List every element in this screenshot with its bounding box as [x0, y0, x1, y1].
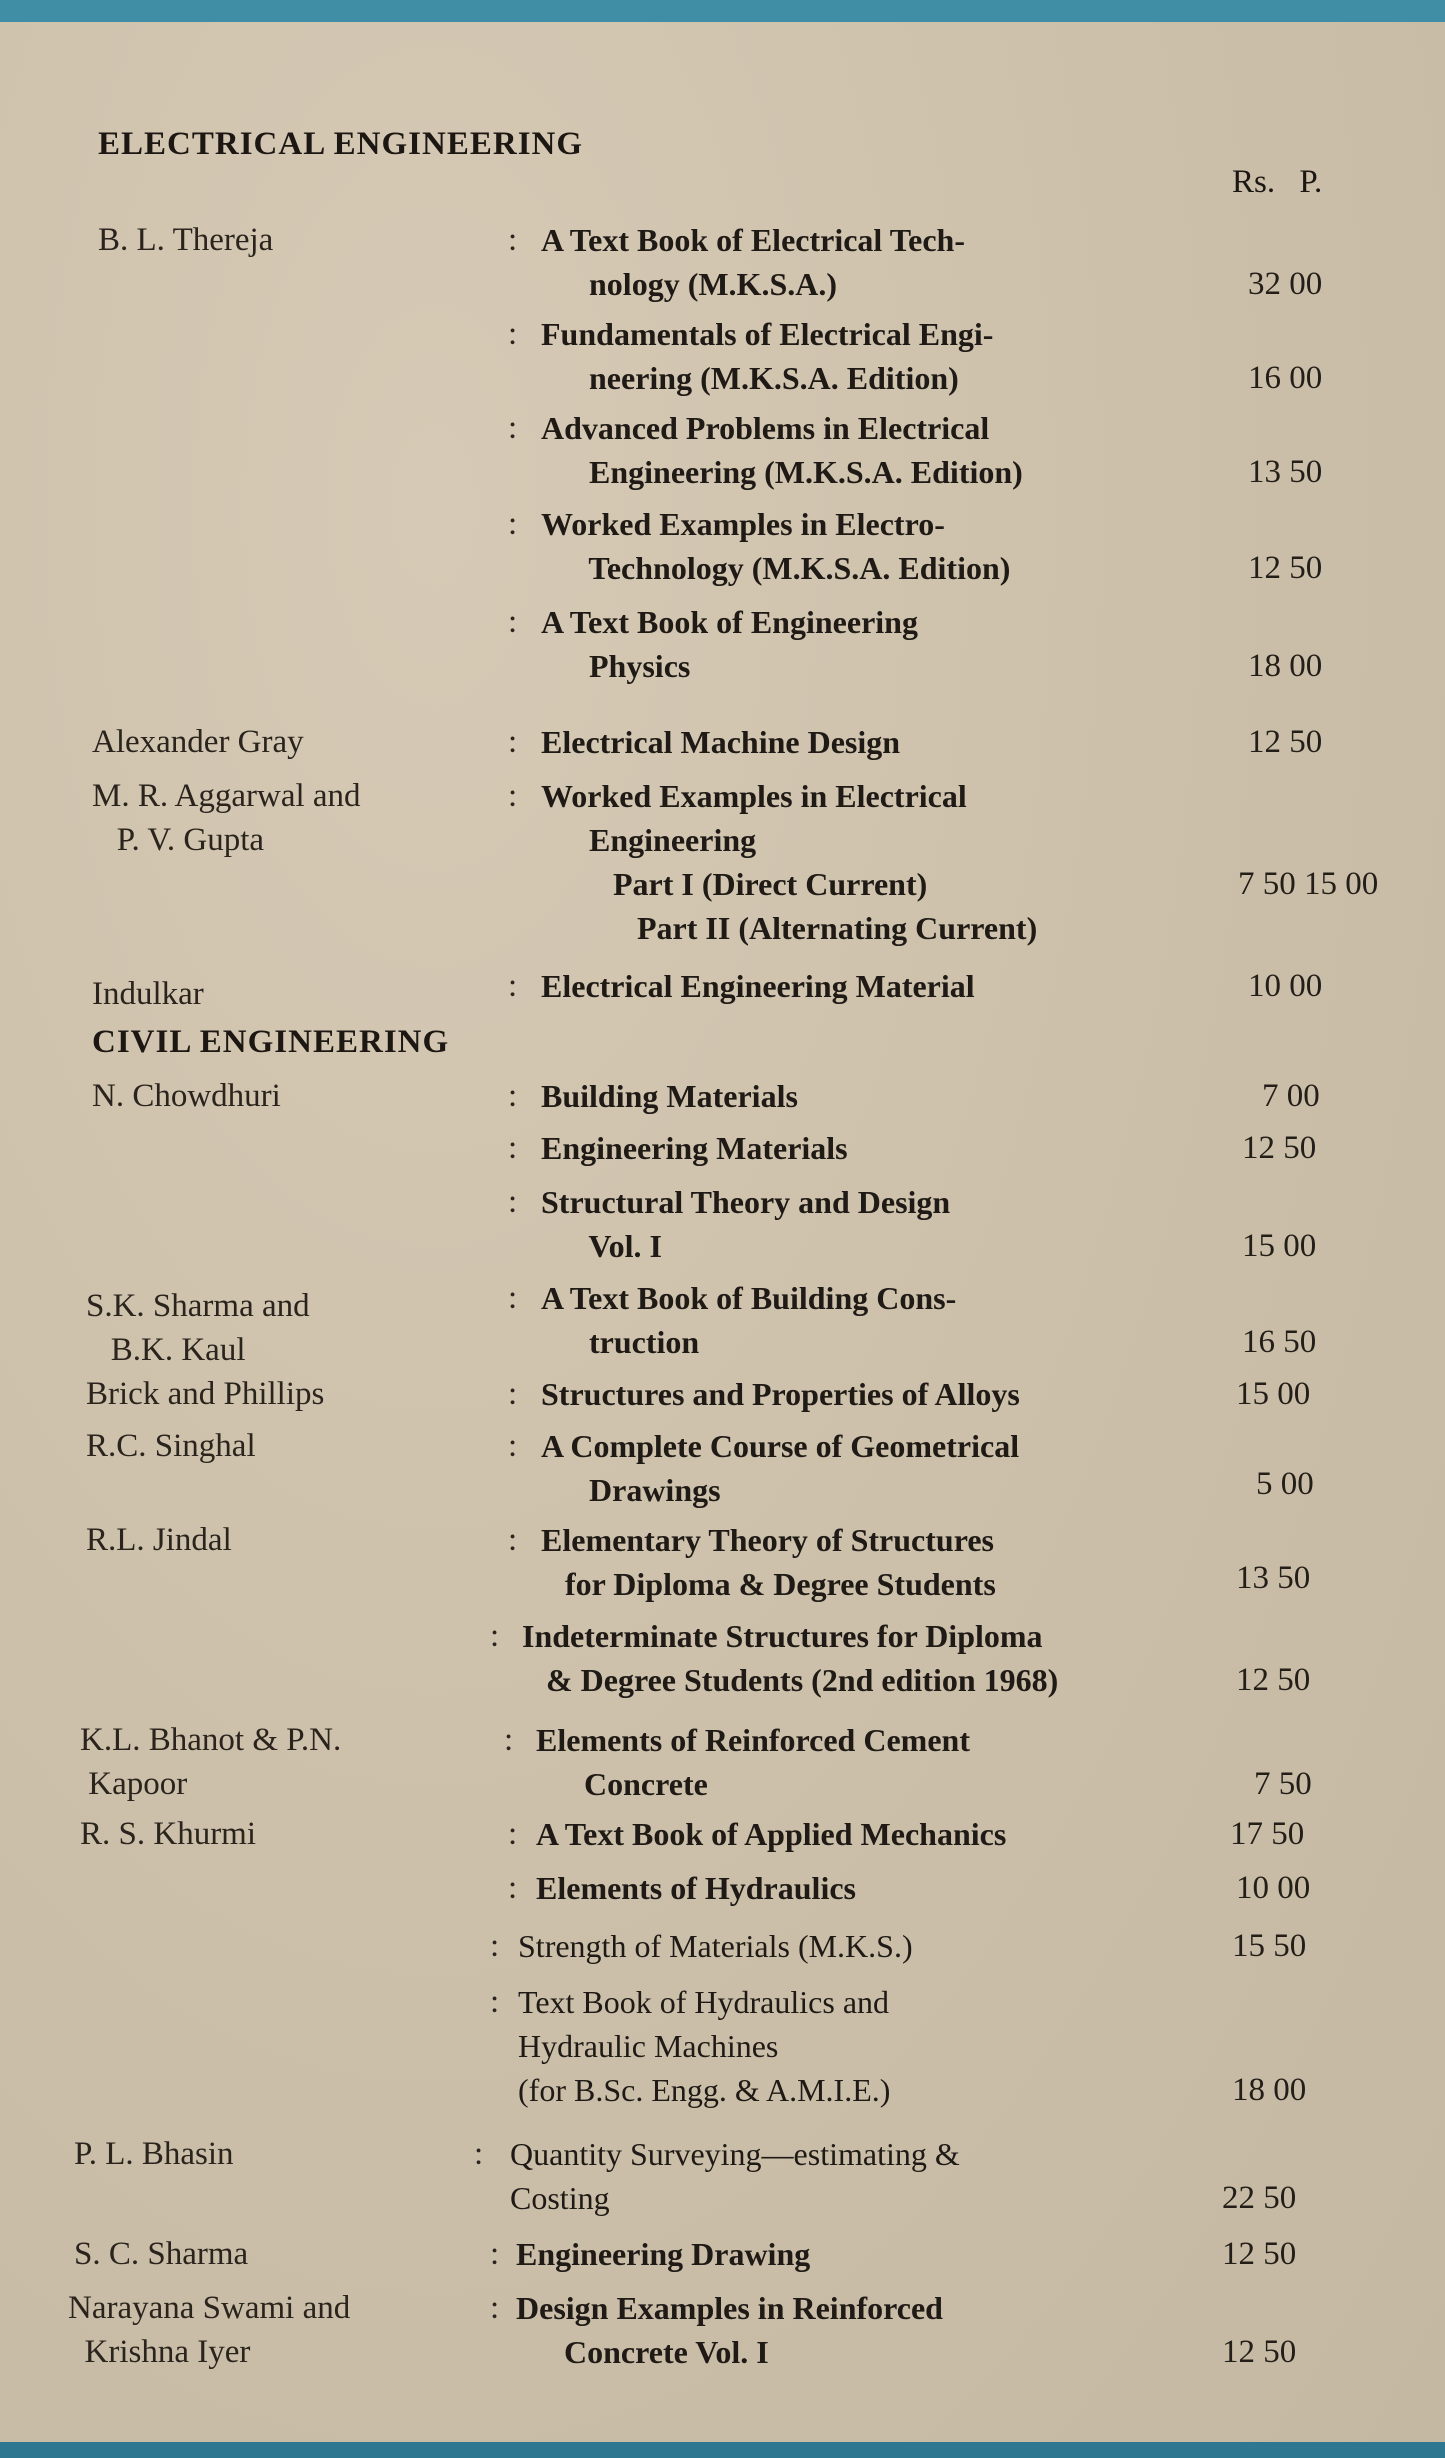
book-author: Alexander Gray	[92, 724, 304, 760]
entry-separator: :	[508, 506, 518, 542]
entry-separator: :	[508, 1816, 518, 1852]
book-price: 12 50	[1222, 2334, 1297, 2370]
price-column-header: Rs. P.	[1232, 164, 1323, 200]
book-price: 22 50	[1222, 2180, 1297, 2216]
book-title: Strength of Materials (M.K.S.)	[518, 1928, 913, 1964]
book-title: Worked Examples in Electro- Technology (M.K.S.A. Edition)	[541, 506, 1011, 586]
book-title: A Complete Course of Geometrical Drawings	[541, 1428, 1020, 1508]
entry-separator: :	[490, 2236, 500, 2272]
book-title: Electrical Machine Design	[541, 724, 901, 760]
book-author: S. C. Sharma	[74, 2236, 249, 2272]
book-price: 13 50	[1248, 454, 1323, 490]
entry-separator: :	[508, 778, 518, 814]
book-price: 12 50	[1236, 1662, 1311, 1698]
entry-separator: :	[508, 1376, 518, 1412]
book-author: R.L. Jindal	[86, 1522, 232, 1558]
book-author: R.C. Singhal	[86, 1428, 256, 1464]
entry-separator: :	[508, 222, 518, 258]
book-catalog	[0, 22, 1445, 2442]
book-title: A Text Book of Applied Mechanics	[536, 1816, 1007, 1852]
book-title: Worked Examples in Electrical Engineering Part I (Direct Current) Part II (Alternating Current)	[541, 778, 1038, 946]
book-title: Engineering Drawing	[516, 2236, 811, 2272]
book-title: Indeterminate Structures for Diploma & Degree Students (2nd edition 1968)	[522, 1618, 1059, 1698]
entry-separator: :	[508, 604, 518, 640]
entry-separator: :	[508, 968, 518, 1004]
book-price: 18 00	[1248, 648, 1323, 684]
book-title: Fundamentals of Electrical Engi- neering (M.K.S.A. Edition)	[541, 316, 994, 396]
book-author: Brick and Phillips	[86, 1376, 325, 1412]
entry-separator: :	[490, 1984, 500, 2020]
book-price: 10 00	[1236, 1870, 1311, 1906]
entry-separator: :	[508, 1280, 518, 1316]
book-title: Advanced Problems in Electrical Engineering (M.K.S.A. Edition)	[541, 410, 1023, 490]
book-title: Text Book of Hydraulics and Hydraulic Machines (for B.Sc. Engg. & A.M.I.E.)	[518, 1984, 891, 2108]
book-price: 12 50	[1248, 724, 1323, 760]
catalog-page	[0, 22, 1445, 2442]
book-author: P. L. Bhasin	[74, 2136, 234, 2172]
book-author: R. S. Khurmi	[80, 1816, 257, 1852]
entry-separator: :	[490, 1928, 500, 1964]
book-price: 7 50 15 00	[1238, 866, 1379, 902]
book-author: S.K. Sharma and B.K. Kaul	[86, 1288, 310, 1368]
book-price: 16 50	[1242, 1324, 1317, 1360]
book-title: A Text Book of Building Cons- truction	[541, 1280, 957, 1360]
book-title: Engineering Materials	[541, 1130, 848, 1166]
entry-separator: :	[508, 1078, 518, 1114]
book-price: 15 00	[1242, 1228, 1317, 1264]
book-price: 16 00	[1248, 360, 1323, 396]
book-price: 32 00	[1248, 266, 1323, 302]
book-title: Elements of Reinforced Cement Concrete	[536, 1722, 970, 1802]
entry-separator: :	[504, 1722, 514, 1758]
book-title: Building Materials	[541, 1078, 798, 1114]
book-price: 18 00	[1232, 2072, 1307, 2108]
entry-separator: :	[508, 316, 518, 352]
book-price: 12 50	[1222, 2236, 1297, 2272]
section-heading-electrical: ELECTRICAL ENGINEERING	[98, 126, 584, 162]
book-price: 17 50	[1230, 1816, 1305, 1852]
book-author: B. L. Thereja	[98, 222, 274, 258]
book-price: 5 00	[1256, 1466, 1314, 1502]
book-title: A Text Book of Engineering Physics	[541, 604, 918, 684]
book-author: K.L. Bhanot & P.N. Kapoor	[80, 1722, 342, 1802]
book-title: Elements of Hydraulics	[536, 1870, 856, 1906]
book-title: Quantity Surveying—estimating & Costing	[510, 2136, 960, 2216]
entry-separator: :	[508, 1870, 518, 1906]
book-author: M. R. Aggarwal and P. V. Gupta	[92, 778, 361, 858]
entry-separator: :	[508, 1522, 518, 1558]
book-title: Structures and Properties of Alloys	[541, 1376, 1020, 1412]
book-price: 7 50	[1254, 1766, 1312, 1802]
book-price: 13 50	[1236, 1560, 1311, 1596]
book-title: Electrical Engineering Material	[541, 968, 975, 1004]
book-title: Structural Theory and Design Vol. I	[541, 1184, 951, 1264]
book-price: 12 50	[1248, 550, 1323, 586]
book-author: N. Chowdhuri	[92, 1078, 281, 1114]
book-author: Indulkar	[92, 976, 204, 1012]
entry-separator: :	[508, 1130, 518, 1166]
book-price: 10 00	[1248, 968, 1323, 1004]
entry-separator: :	[508, 724, 518, 760]
book-author: Narayana Swami and Krishna Iyer	[68, 2290, 351, 2370]
book-price: 15 00	[1236, 1376, 1311, 1412]
entry-separator: :	[508, 1428, 518, 1464]
book-price: 7 00	[1262, 1078, 1320, 1114]
book-title: Design Examples in Reinforced Concrete Vol. I	[516, 2290, 943, 2370]
section-heading-civil: CIVIL ENGINEERING	[92, 1024, 450, 1060]
book-title: A Text Book of Electrical Tech- nology (M.K.S.A.)	[541, 222, 965, 302]
book-title: Elementary Theory of Structures for Diploma & Degree Students	[541, 1522, 996, 1602]
entry-separator: :	[490, 1618, 500, 1654]
book-price: 15 50	[1232, 1928, 1307, 1964]
entry-separator: :	[490, 2290, 500, 2326]
entry-separator: :	[508, 1184, 518, 1220]
entry-separator: :	[508, 410, 518, 446]
book-price: 12 50	[1242, 1130, 1317, 1166]
entry-separator: :	[474, 2136, 484, 2172]
page-edge-strip	[0, 2442, 1445, 2458]
